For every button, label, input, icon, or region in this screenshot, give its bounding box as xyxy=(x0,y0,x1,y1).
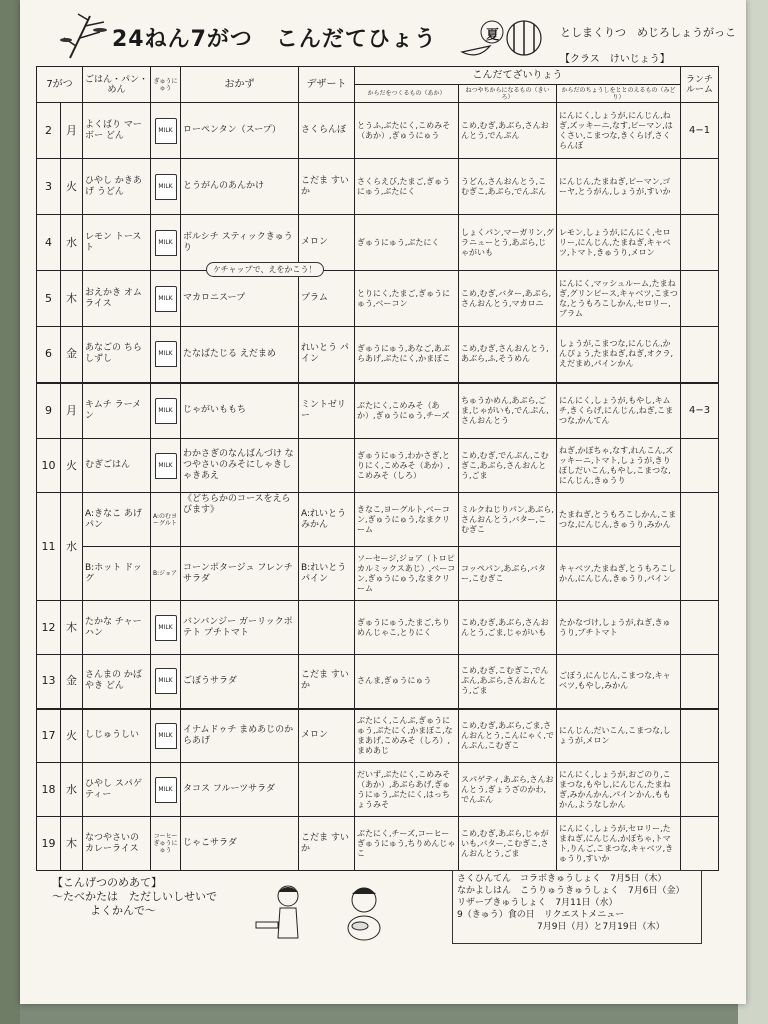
staple-cell: むぎごはん xyxy=(83,439,151,493)
table-row xyxy=(37,493,719,547)
red-cell: だいず,ぶたにく,こめみそ（あか）,あぶらあげ,ぎゅうにゅう,ぶたにく,はっちょうみそ xyxy=(355,763,459,817)
green-cell: しょうが,こまつな,にんじん,かんぴょう,たまねぎ,ねぎ,オクラ,えだまめ,パインかん xyxy=(557,327,681,383)
milk-cell xyxy=(151,655,181,709)
monthly-goal xyxy=(52,876,217,918)
milk-carton-icon: MILK xyxy=(155,398,177,424)
milk-cell: A:のむヨーグルト xyxy=(151,493,181,547)
day-cell: 金 xyxy=(61,655,83,709)
okazu-cell: コーンポタージュ フレンチサラダ xyxy=(181,547,299,601)
background-left xyxy=(0,0,20,1024)
day-cell: 水 xyxy=(61,215,83,271)
dessert-cell xyxy=(299,601,355,655)
green-cell: にんにく,しょうが,セロリー,たまねぎ,にんじん,かぼちゃ,トマト,りんご,こまつな,キャベツ,きゅうり,すいか xyxy=(557,817,681,871)
staple-cell: おえかき オムライス xyxy=(83,271,151,327)
day-cell: 水 xyxy=(61,493,83,601)
notice-line: 7月9日（月）と7月19日（木） xyxy=(537,922,665,932)
table-row xyxy=(37,817,719,871)
okazu-cell: タコス フルーツサラダ xyxy=(181,763,299,817)
milk-cell xyxy=(151,763,181,817)
green-cell: にんにく,マッシュルーム,たまねぎ,グリンピース,キャベツ,こまつな,とうもろこしかん,セロリー,プラム xyxy=(557,271,681,327)
date-cell: 6 xyxy=(37,327,61,383)
table-row xyxy=(37,601,719,655)
green-cell: にんじん,だいこん,こまつな,しょうが,メロン xyxy=(557,709,681,763)
red-cell: さんま,ぎゅうにゅう xyxy=(355,655,459,709)
goal-line-1: 〜たべかたは ただしいしせいで xyxy=(52,890,217,903)
okazu-cell: じゃこサラダ xyxy=(181,817,299,871)
okazu-cell: じゃがいももち xyxy=(181,383,299,439)
green-cell: ねぎ,かぼちゃ,なす,れんこん,ズッキーニ,トマト,しょうが,きりぼしだいこん,もやし,こまつな,にんじん,きゅうり xyxy=(557,439,681,493)
yellow-cell: こめ,むぎ,あぶら,ごま,さんおんとう,こんにゃく,でんぷん,こむぎこ xyxy=(459,709,557,763)
yellow-cell: こめ,むぎ,さんおんとう,あぶら,ふ,そうめん xyxy=(459,327,557,383)
day-cell: 月 xyxy=(61,103,83,159)
day-cell: 木 xyxy=(61,817,83,871)
menu-sheet xyxy=(20,0,746,1004)
notice-line: なかよしはん こうりゅうきゅうしょく 7月6日（金） xyxy=(457,886,685,896)
milk-cell xyxy=(151,601,181,655)
dessert-header: デザート xyxy=(299,67,355,103)
date-cell: 3 xyxy=(37,159,61,215)
date-cell: 5 xyxy=(37,271,61,327)
red-cell: ぎゅうにゅう,わかさぎ,とりにく,こめみそ（あか）,こめみそ（しろ） xyxy=(355,439,459,493)
yellow-cell: スパゲティ,あぶら,さんおんとう,ぎょうざのかわ,でんぷん xyxy=(459,763,557,817)
lunch-cell xyxy=(681,271,719,327)
ketchup-callout: ケチャップで、えをかこう！ xyxy=(206,262,324,277)
date-cell: 12 xyxy=(37,601,61,655)
date-cell: 18 xyxy=(37,763,61,817)
day-cell: 火 xyxy=(61,709,83,763)
day-cell: 火 xyxy=(61,159,83,215)
date-cell: 13 xyxy=(37,655,61,709)
staple-cell: よくばり マーボー どん xyxy=(83,103,151,159)
milk-header: ぎゅうにゅう xyxy=(151,67,181,103)
red-cell: ぶたにく,こんぶ,ぎゅうにゅう,ぶたにく,かまぼこ,なまあげ,こめみそ（しろ）,まめあじ xyxy=(355,709,459,763)
dessert-cell: プラム xyxy=(299,271,355,327)
dessert-cell: こだま すいか xyxy=(299,817,355,871)
staple-cell: さんまの かばやき どん xyxy=(83,655,151,709)
ingredients-header: こんだてざいりょう xyxy=(355,67,681,85)
summer-fruit-illustration xyxy=(456,16,546,60)
yellow-cell: こめ,むぎ,バター,あぶら,さんおんとう,マカロニ xyxy=(459,271,557,327)
red-cell: ぎゅうにゅう,あなご,あぶらあげ,ぶたにく,かまぼこ xyxy=(355,327,459,383)
yellow-cell: こめ,むぎ,こむぎこ,でんぷん,あぶら,さんおんとう,ごま xyxy=(459,655,557,709)
red-cell: ソーセージ,ジョア（トロピカルミックスあじ）,ベーコン,ぎゅうにゅう,なまクリーム xyxy=(355,547,459,601)
okazu-cell: マカロニスープ xyxy=(181,271,299,327)
okazu-cell: たなばたじる えだまめ xyxy=(181,327,299,383)
day-cell: 火 xyxy=(61,439,83,493)
goal-title: 【こんげつのめあて】 xyxy=(52,876,162,889)
lunch-cell xyxy=(681,655,719,709)
milk-cell xyxy=(151,327,181,383)
yellow-cell: こめ,むぎ,あぶら,さんおんとう,でんぷん xyxy=(459,103,557,159)
milk-carton-icon: MILK xyxy=(155,723,177,749)
day-cell: 木 xyxy=(61,271,83,327)
yellow-cell: コッペパン,あぶら,バター,こむぎこ xyxy=(459,547,557,601)
lunch-cell xyxy=(681,327,719,383)
goal-line-2: よくかんで〜 xyxy=(90,904,156,917)
milk-cell xyxy=(151,271,181,327)
staple-cell: ひやし かきあげ うどん xyxy=(83,159,151,215)
date-cell: 19 xyxy=(37,817,61,871)
dessert-cell: さくらんぼ xyxy=(299,103,355,159)
red-cell: ぎゅうにゅう,たまご,ちりめんじゃこ,とりにく xyxy=(355,601,459,655)
school-name: としまくりつ めじろしょうがっこ xyxy=(560,26,736,39)
date-cell: 11 xyxy=(37,493,61,601)
green-cell: にんにく,しょうが,おごのり,こまつな,もやし,にんじん,たまねぎ,みかんかん,パインかん,ももかん,ようなしかん xyxy=(557,763,681,817)
staple-cell: B:ホット ドッグ xyxy=(83,547,151,601)
green-cell: レモン,しょうが,にんにく,セロリー,にんじん,たまねぎ,キャベツ,トマト,きゅうり,メロン xyxy=(557,215,681,271)
header xyxy=(20,0,746,66)
dessert-cell: A:れいとう みかん xyxy=(299,493,355,547)
dessert-cell: B:れいとう パイン xyxy=(299,547,355,601)
milk-carton-icon: MILK xyxy=(155,286,177,312)
milk-cell: B:ジョア xyxy=(151,547,181,601)
milk-carton-icon: MILK xyxy=(155,668,177,694)
milk-carton-icon: MILK xyxy=(155,174,177,200)
table-row xyxy=(37,159,719,215)
dessert-cell: こだま すいか xyxy=(299,655,355,709)
okazu-cell: とうがんのあんかけ xyxy=(181,159,299,215)
staple-cell: なつやさいの カレーライス xyxy=(83,817,151,871)
staple-cell: たかな チャーハン xyxy=(83,601,151,655)
staple-cell: レモン トースト xyxy=(83,215,151,271)
day-cell: 金 xyxy=(61,327,83,383)
notice-line: リザーブきゅうしょく 7月11日（水） xyxy=(457,898,618,908)
date-cell: 4 xyxy=(37,215,61,271)
lunch-cell xyxy=(681,159,719,215)
okazu-header: おかず xyxy=(181,67,299,103)
day-cell: 木 xyxy=(61,601,83,655)
season-badge: 夏 xyxy=(486,28,500,43)
green-cell: たかなづけ,しょうが,ねぎ,きゅうり,プチトマト xyxy=(557,601,681,655)
staple-cell: A:きなこ あげパン xyxy=(83,493,151,547)
lunch-cell xyxy=(681,215,719,271)
milk-carton-icon: MILK xyxy=(155,615,177,641)
milk-cell: コーヒー ぎゅうにゅう xyxy=(151,817,181,871)
yellow-cell: こめ,むぎ,でんぷん,こむぎこ,あぶら,さんおんとう,ごま xyxy=(459,439,557,493)
table-row xyxy=(37,327,719,383)
green-header: からだのちょうしをととのえるもの（みどり） xyxy=(557,85,681,103)
table-row xyxy=(37,709,719,763)
okazu-cell: ごぼうサラダ xyxy=(181,655,299,709)
red-cell: きなこ,ヨーグルト,ベーコン,ぎゅうにゅう,なまクリーム xyxy=(355,493,459,547)
notice-line: さくひんてん コラボきゅうしょく 7月5日（木） xyxy=(457,874,667,884)
okazu-cell: ボルシチ スティックきゅうり xyxy=(181,215,299,271)
menu-table xyxy=(36,66,719,871)
staple-cell: ひやし スパゲティー xyxy=(83,763,151,817)
table-row xyxy=(37,655,719,709)
green-cell: ごぼう,にんじん,こまつな,キャベツ,もやし,みかん xyxy=(557,655,681,709)
month-header: 7がつ xyxy=(37,67,83,103)
table-row xyxy=(37,763,719,817)
red-cell: ぶたにく,チーズ,コーヒーぎゅうにゅう,ちりめんじゃこ xyxy=(355,817,459,871)
green-cell: キャベツ,たまねぎ,とうもろこしかん,にんじん,きゅうり,パイン xyxy=(557,547,681,601)
dessert-cell xyxy=(299,439,355,493)
green-cell: にんにく,しょうが,もやし,キムチ,きくらげ,にんじん,ねぎ,こまつな,かんてん xyxy=(557,383,681,439)
table-row xyxy=(37,271,719,327)
yellow-cell: ちゅうかめん,あぶら,ごま,じゃがいも,でんぷん,さんおんとう xyxy=(459,383,557,439)
date-cell: 17 xyxy=(37,709,61,763)
lunch-cell xyxy=(681,763,719,817)
staple-cell: キムチ ラーメン xyxy=(83,383,151,439)
lunch-cell xyxy=(681,709,719,763)
yellow-header: ねつやちからになるもの（きいろ） xyxy=(459,85,557,103)
staple-cell: しじゅうしい xyxy=(83,709,151,763)
yellow-cell: ミルクねじりパン,あぶら,さんおんとう,バター,こむぎこ xyxy=(459,493,557,547)
table-row xyxy=(37,103,719,159)
milk-carton-icon: MILK xyxy=(155,453,177,479)
red-cell: とりにく,たまご,ぎゅうにゅう,ベーコン xyxy=(355,271,459,327)
milk-cell xyxy=(151,103,181,159)
lunch-cell xyxy=(681,493,719,601)
milk-cell xyxy=(151,383,181,439)
green-cell: にんにく,しょうが,にんじん,ねぎ,ズッキーニ,なす,ピーマン,はくさい,こまつな,きくらげ,さくらんぼ xyxy=(557,103,681,159)
bamboo-illustration xyxy=(60,12,110,60)
okazu-cell: ローペンタン（スープ） xyxy=(181,103,299,159)
milk-carton-icon: MILK xyxy=(155,118,177,144)
milk-cell xyxy=(151,709,181,763)
dessert-cell xyxy=(299,763,355,817)
page-title: 24ねん7がつ こんだてひょう xyxy=(112,27,437,52)
yellow-cell: こめ,むぎ,あぶら,さんおんとう,ごま,じゃがいも xyxy=(459,601,557,655)
class-label: 【クラス けいじょう】 xyxy=(560,54,670,65)
lunch-cell xyxy=(681,817,719,871)
event-notice-box xyxy=(452,870,702,944)
day-cell: 月 xyxy=(61,383,83,439)
okazu-cell: わかさぎのなんばんづけ なつやさいのみそにしゃきしゃきあえ xyxy=(181,439,299,493)
yellow-cell: しょくパン,マーガリン,グラニューとう,あぶら,じゃがいも xyxy=(459,215,557,271)
lunch-cell: 4−3 xyxy=(681,383,719,439)
okazu-cell: イナムドゥチ まめあじのからあげ xyxy=(181,709,299,763)
red-cell: ぎゅうにゅう,ぶたにく xyxy=(355,215,459,271)
yellow-cell: こめ,むぎ,あぶら,じゃがいも,バター,こむぎこ,さんおんとう,ごま xyxy=(459,817,557,871)
table-row xyxy=(37,215,719,271)
table-row xyxy=(37,439,719,493)
lunchroom-header: ランチルーム xyxy=(681,67,719,103)
okazu-cell: バンバンジー ガーリックポテト プチトマト xyxy=(181,601,299,655)
lunch-cell xyxy=(681,439,719,493)
green-cell: たまねぎ,とうもろこしかん,こまつな,にんじん,きゅうり,みかん xyxy=(557,493,681,547)
milk-carton-icon: MILK xyxy=(155,230,177,256)
table-row xyxy=(37,547,719,601)
dessert-cell: メロン xyxy=(299,709,355,763)
date-cell: 2 xyxy=(37,103,61,159)
milk-cell xyxy=(151,159,181,215)
dessert-cell: こだま すいか xyxy=(299,159,355,215)
notice-line: 9（きゅう）食の日 リクエストメニュー xyxy=(457,910,625,920)
yellow-cell: うどん,さんおんとう,こむぎこ,あぶら,でんぷん xyxy=(459,159,557,215)
dessert-cell: メロン xyxy=(299,215,355,271)
lunch-cell xyxy=(681,601,719,655)
red-header: からだをつくるもの（あか） xyxy=(355,85,459,103)
red-cell: ぶたにく,こめみそ（あか）,ぎゅうにゅう,チーズ xyxy=(355,383,459,439)
red-cell: とうふ,ぶたにく,こめみそ（あか）,ぎゅうにゅう xyxy=(355,103,459,159)
table-row xyxy=(37,383,719,439)
green-cell: にんじん,たまねぎ,ピーマン,ゴーヤ,とうがん,しょうが,すいか xyxy=(557,159,681,215)
dessert-cell: ミントゼリー xyxy=(299,383,355,439)
red-cell: さくらえび,たまご,ぎゅうにゅう,ぶたにく xyxy=(355,159,459,215)
date-cell: 9 xyxy=(37,383,61,439)
lunch-cell: 4−1 xyxy=(681,103,719,159)
date-cell: 10 xyxy=(37,439,61,493)
milk-carton-icon: MILK xyxy=(155,777,177,803)
dessert-cell: れいとう パイン xyxy=(299,327,355,383)
staple-cell: あなごの ちらしずし xyxy=(83,327,151,383)
milk-cell xyxy=(151,215,181,271)
okazu-cell: 《どちらかのコースをえらびます》 xyxy=(181,493,299,547)
milk-carton-icon: MILK xyxy=(155,341,177,367)
day-cell: 水 xyxy=(61,763,83,817)
milk-cell xyxy=(151,439,181,493)
staple-header: ごはん・パン・めん xyxy=(83,67,151,103)
children-eating-illustration xyxy=(248,878,398,948)
